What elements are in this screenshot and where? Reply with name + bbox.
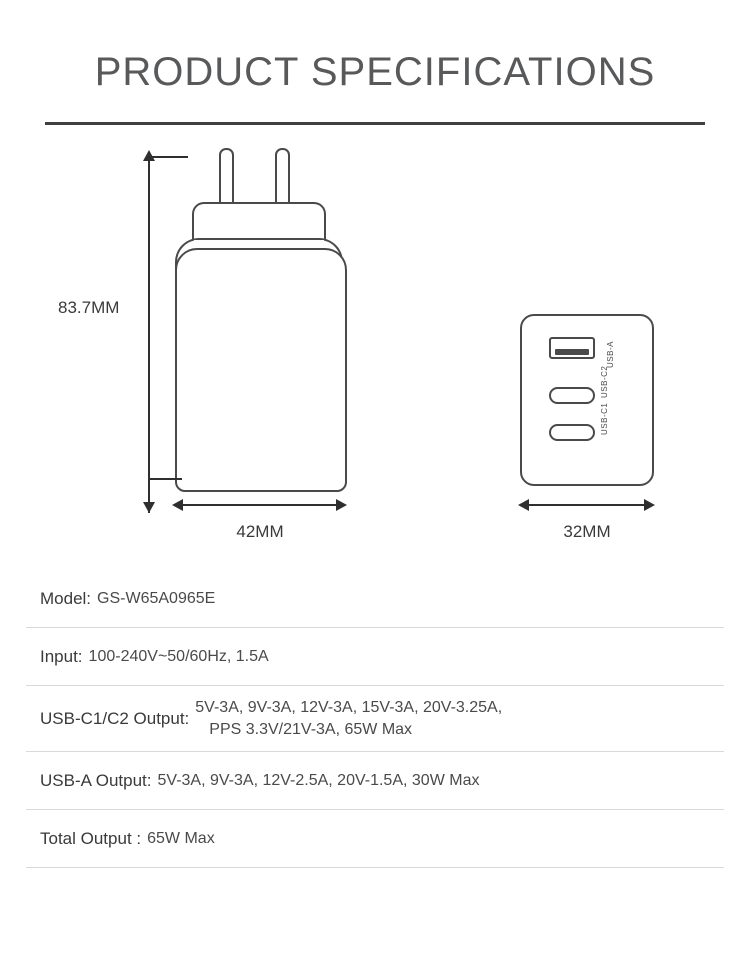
arrow-left-icon <box>518 499 529 511</box>
usb-c1-port-label: USB-C1 <box>600 402 609 435</box>
usb-c2-port-label: USB-C2 <box>600 365 609 398</box>
spec-row-model <box>26 570 724 628</box>
spec-value-input: 100-240V~50/60Hz, 1.5A <box>88 647 269 665</box>
spec-label-usb-a-output: USB-A Output: <box>40 770 152 790</box>
spec-value-usb-c-output-line2: PPS 3.3V/21V-3A, 65W Max <box>209 720 413 738</box>
spec-row-total-output <box>26 810 724 868</box>
side-width-dimension-label: 32MM <box>563 522 611 541</box>
title-divider <box>45 122 705 125</box>
spec-label-total-output: Total Output : <box>40 828 142 848</box>
spec-value-model: GS-W65A0965E <box>97 589 216 607</box>
page-title: PRODUCT SPECIFICATIONS <box>94 50 656 94</box>
dimension-tick-bottom <box>148 478 182 480</box>
spec-row-usb-c-output <box>26 686 724 752</box>
pin-cover-left <box>221 212 232 224</box>
charger-body-front-view <box>175 248 347 492</box>
spec-label-input: Input: <box>40 646 83 666</box>
spec-value-usb-c-output-line1: 5V-3A, 9V-3A, 12V-3A, 15V-3A, 20V-3.25A, <box>195 698 503 716</box>
spec-row-usb-a-output <box>26 752 724 810</box>
pin-cover-right <box>277 212 288 224</box>
usb-c2-port <box>549 387 595 404</box>
usb-c1-port <box>549 424 595 441</box>
height-dimension-label: 83.7MM <box>58 298 120 317</box>
front-width-dimension-line <box>178 504 342 506</box>
arrow-up-icon <box>143 150 155 161</box>
arrow-left-icon <box>172 499 183 511</box>
specifications-table <box>26 570 724 868</box>
front-width-dimension-label: 42MM <box>236 522 284 541</box>
spec-value-usb-a-output: 5V-3A, 9V-3A, 12V-2.5A, 20V-1.5A, 30W Max <box>157 771 480 789</box>
arrow-right-icon <box>336 499 347 511</box>
arrow-down-icon <box>143 502 155 513</box>
usb-a-port-label: USB-A <box>606 341 615 368</box>
spec-label-usb-c-output: USB-C1/C2 Output: <box>40 708 190 728</box>
usb-a-port <box>549 337 595 359</box>
spec-row-input <box>26 628 724 686</box>
spec-value-usb-c-output <box>189 697 502 740</box>
side-width-dimension-line <box>524 504 650 506</box>
arrow-right-icon <box>644 499 655 511</box>
height-dimension-line <box>148 156 150 513</box>
spec-value-total-output: 65W Max <box>147 829 215 847</box>
product-dimension-diagram <box>0 130 750 560</box>
spec-label-model: Model: <box>40 588 92 608</box>
